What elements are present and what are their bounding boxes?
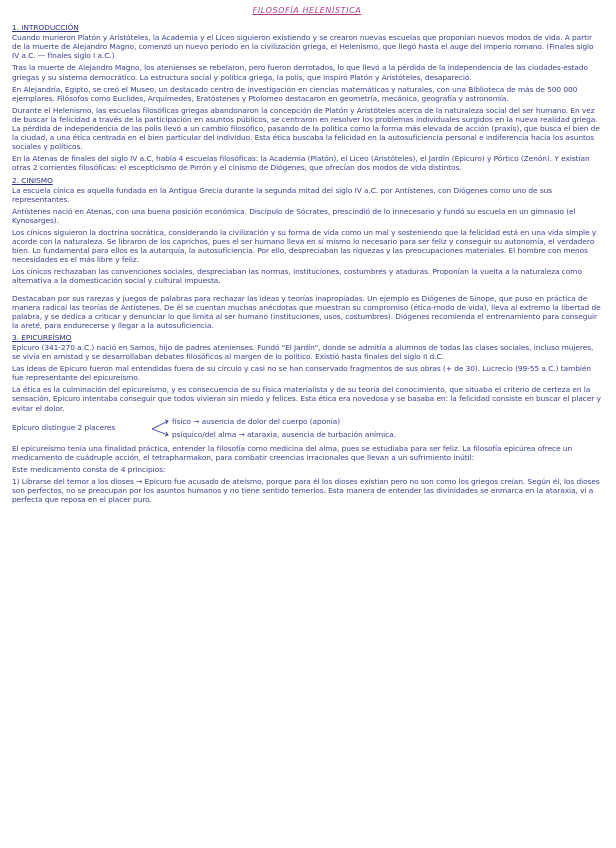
paragraph: Durante el Helenismo, las escuelas filosóficas griegas abandonaron la concepción de Platón y Aristóteles acerca de la naturaleza social del ser humano. En vez de buscar la felicidad a través de la participación en asuntos públicos, se centraron en resolver los problemas individuales surgidos en la nueva realidad griega. La pérdida de independencia de las polis llevó a un cambio filosófico, pasando de la política como la forma más elevada de acción (praxis), que busca el bien de la ciudad, a una ética centrada en el bien particular del individuo. Esta ética buscaba la felicidad en la autosuficiencia personal e indiferencia hacia los asuntos sociales y políticos. (12, 105, 600, 152)
branch-arrows-icon (150, 416, 172, 442)
paragraph: La ética es la culminación del epicureísmo, y es consecuencia de su física materialista y de su teoría del conocimiento, que situaba el criterio de certeza en la sensación. Epicuro intentaba conseguir que todos vivieran sin miedo y felices. Esta ética era novedosa y se basaba en: la felicidad consiste en buscar el placer y evitar el dolor. (12, 385, 601, 413)
page-title: FILOSOFÍA HELENÍSTICA (252, 6, 362, 15)
section-heading-epicureismo: 3. EPICUREÍSMO (12, 332, 72, 342)
paragraph: En la Atenas de finales del siglo IV a.C, había 4 escuelas filosóficas: la Academia (Platón), el Liceo (Aristóteles), el Jardín (Epicuro) y Pórtico (Zenón). Y existían otras 2 corrientes filosóficas: el escepticismo de Pirrón y el cinismo de Diógenes, que ofrecían dos modos de vida distintos. (12, 154, 590, 173)
paragraph: Destacaban por sus rarezas y juegos de palabras para rechazar las ideas y teorías inapropiadas. Un ejemplo es Diógenes de Sinope, que puso en práctica de manera radical las teorías de Antístenes. De él se cuentan muchas anécdotas que muestran su compromiso (ética-modo de vida), lleva al extremo la libertad de palabra, y se dedica a criticar y denunciar lo que limita al ser humano (instituciones, usos, costumbres). Diógenes recomienda el entrenamiento para conseguir la areté, para endurecerse y llegar a la autosuficiencia. (12, 293, 601, 330)
paragraph: 1) Librarse del temor a los dioses → Epicuro fue acusado de ateísmo, porque para él los dioses existían pero no son como los griegos creían. Según él, los dioses son perfectos, no se preocupan por los asuntos humanos y no tiene sentido temerlos. Esta manera de entender las divinidades se enmarca en la ataraxia, vi a perfecta que reposa en el placer puro. (12, 476, 600, 505)
paragraph: Este medicamento consta de 4 principios: (12, 464, 166, 474)
paragraph: El epicureísmo tenía una finalidad práctica, entender la filosofía como medicina del alma, pues se estudiaba para ser feliz. La filosofía epicúrea ofrece un medicamento de cuádruple acción, el tetrapharmakon, para combatir creencias irracionales que llevan a un sufrimiento inútil: (12, 443, 573, 462)
paragraph: Tras la muerte de Alejandro Magno, los atenienses se rebelaron, pero fueron derrotados, lo que llevó a la pérdida de la independencia de las ciudades-estado griegas y su sistema democrático. La estructura social y política griega, la polis, que inspiró Platón y Aristóteles, desapareció. (12, 63, 588, 82)
section-heading-cinismo: 2. CINISMO (12, 175, 53, 185)
paragraph: Los cínicos siguieron la doctrina socrática, considerando la civilización y su forma de vida como un mal y sosteniendo que la felicidad está en una vida simple y acorde con la naturaleza. Se libraron de los caprichos, pues el ser humano lleva en sí mismo lo necesario para ser feliz y conseguir su autonomía, el verdadero bien. Lo fundamental para ellos es la autarquía, la autosuficiencia. Por ello, despreciaban las riquezas y las preocupaciones materiales. El hombre con menos necesidades es el más libre y feliz. (12, 227, 597, 265)
scheme-branch-fisico: físico → ausencia de dolor del cuerpo (aponía) (172, 416, 341, 426)
paragraph: La escuela cínica es aquella fundada en la Antigua Grecia durante la segunda mitad del siglo IV a.C. por Antístenes, con Diógenes como uno de sus representantes. (12, 185, 553, 204)
paragraph: Las ideas de Epicuro fueron mal entendidas fuera de su círculo y casi no se han conservado fragmentos de sus obras (+ de 30). Lucrecio (99-55 a.C.) también fue representante del epicureísmo. (12, 364, 591, 383)
scheme-branch-psiquico: psíquico/del alma → ataraxia, ausencia de turbación anímica. (172, 429, 396, 439)
section-heading-introduccion: 1. INTRODUCCIÓN (12, 23, 79, 33)
pleasure-scheme (12, 416, 602, 442)
paragraph: En Alejandría, Egipto, se creó el Museo, un destacado centro de investigación en ciencias matemáticas y naturales, con una Biblioteca de más de 500 000 ejemplares. Filósofos como Euclides, Arquímedes, Eratóstenes y Ptolomeo destacaron en geometría, mecánica, geografía y astronomía. (12, 84, 578, 103)
paragraph: Los cínicos rechazaban las convenciones sociales, despreciaban las normas, instituciones, costumbres y ataduras. Proponían la vuelta a la naturaleza como alternativa a la domesticación social y cultural impuesta. (12, 267, 582, 286)
scheme-lead: Epicuro distingue 2 placeres (12, 422, 116, 432)
paragraph: Cuando murieron Platón y Aristóteles, la Academia y el Liceo siguieron existiendo y se crearon nuevas escuelas que proponían nuevos modos de vida. A partir de la muerte de Alejandro Magno, comenzó un nuevo periodo en la civilización griega, el Helenismo, que llegó hasta el auge del imperio romano. (Finales siglo IV a.C. — finales siglo I a.C.) (12, 33, 594, 61)
paragraph: Epicuro (341-270 a.C.) nació en Samos, hijo de padres atenienses. Fundó "El Jardín", donde se admitía a alumnos de todas las clases sociales, incluso mujeres, se vivía en amistad y se desarrollaban debates filosóficos al margen de lo político. Existió hasta finales del siglo II d.C. (12, 343, 594, 362)
paragraph: Antístenes nació en Atenas, con una buena posición económica. Discípulo de Sócrates, prescindió de lo innecesario y fundó su escuela en un gimnasio (el Kynosarges). (12, 206, 576, 225)
